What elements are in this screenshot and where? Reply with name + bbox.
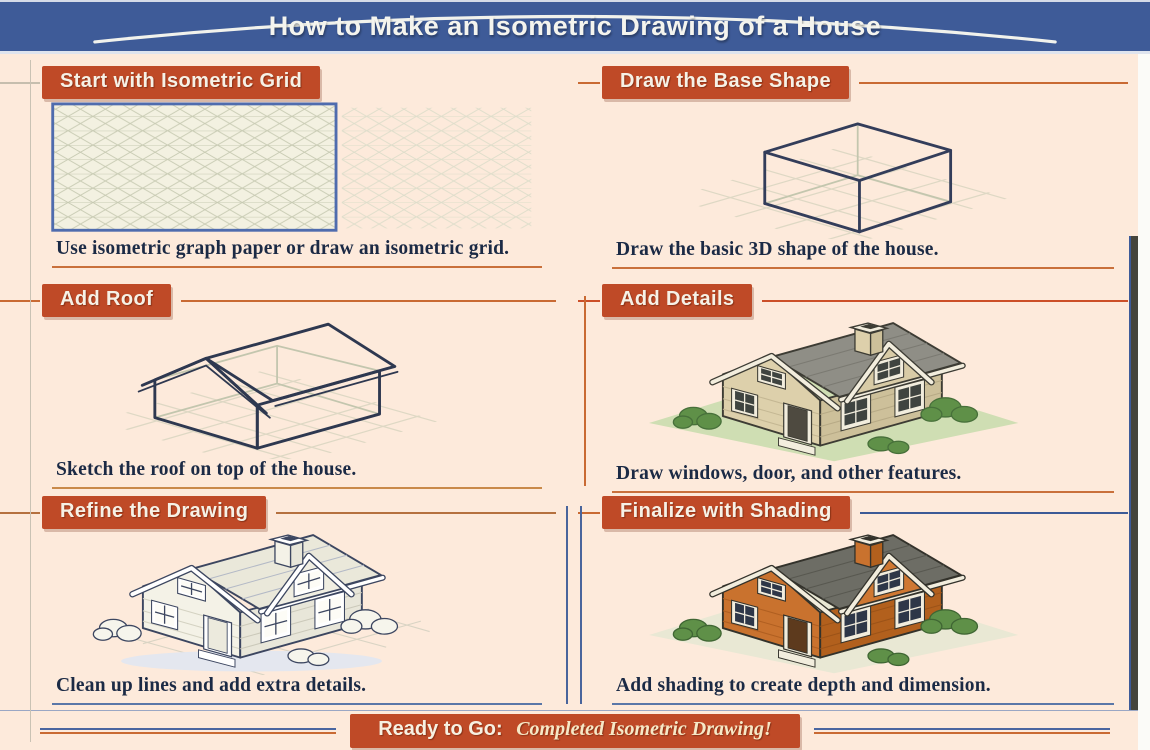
column-divider-row3-inner <box>580 506 582 704</box>
step-caption: Draw windows, door, and other features. <box>612 463 1114 493</box>
step-header <box>602 496 1134 529</box>
right-margin-strip <box>1138 54 1150 750</box>
step-panel-finalize-shading <box>578 490 1150 710</box>
step-panel-add-details <box>578 278 1150 490</box>
footer-label: Ready to Go: <box>378 717 503 740</box>
step-caption: Clean up lines and add extra details. <box>52 675 542 705</box>
footer-right-line <box>814 728 1110 734</box>
footer <box>0 710 1150 750</box>
column-divider-row3-outer <box>566 506 568 704</box>
detailed-house-art <box>636 317 1134 463</box>
step-header <box>42 66 562 99</box>
shaded-house-art <box>636 529 1134 675</box>
divider-line <box>181 300 556 302</box>
step-title-badge: Start with Isometric Grid <box>42 66 320 99</box>
divider-line <box>860 512 1128 514</box>
title-banner <box>0 0 1150 54</box>
step-title-badge: Add Details <box>602 284 752 317</box>
isometric-grid-paper-art <box>42 99 562 238</box>
step-caption: Use isometric graph paper or draw an isometric grid. <box>52 238 542 268</box>
step-panel-add-roof <box>0 278 578 490</box>
page-title: How to Make an Isometric Drawing of a House <box>268 11 882 41</box>
step-header <box>42 284 562 317</box>
refined-sketch-house-art <box>56 529 562 675</box>
step-title-badge: Draw the Base Shape <box>602 66 849 99</box>
footer-message: Completed Isometric Drawing! <box>516 717 772 740</box>
left-frame-line <box>30 60 31 742</box>
right-frame-bar <box>1129 236 1138 710</box>
step-title-badge: Finalize with Shading <box>602 496 850 529</box>
steps-grid <box>0 54 1150 710</box>
footer-badge <box>350 714 800 748</box>
step-caption: Sketch the roof on top of the house. <box>52 459 542 489</box>
step-panel-isometric-grid <box>0 54 578 278</box>
divider-line <box>276 512 556 514</box>
wireframe-base-box-art <box>632 99 1134 239</box>
step-caption: Add shading to create depth and dimension. <box>612 675 1114 705</box>
step-panel-refine-drawing <box>0 490 578 710</box>
step-caption: Draw the basic 3D shape of the house. <box>612 239 1114 269</box>
column-divider-row2 <box>584 296 586 486</box>
step-header <box>602 284 1134 317</box>
step-title-badge: Add Roof <box>42 284 171 317</box>
step-header <box>42 496 562 529</box>
divider-line <box>330 82 556 84</box>
step-panel-base-shape <box>578 54 1150 278</box>
footer-left-line <box>40 728 336 734</box>
step-title-badge: Refine the Drawing <box>42 496 266 529</box>
step-header <box>602 66 1134 99</box>
divider-line <box>762 300 1128 302</box>
divider-line <box>859 82 1128 84</box>
wireframe-house-roof-art <box>48 317 562 459</box>
